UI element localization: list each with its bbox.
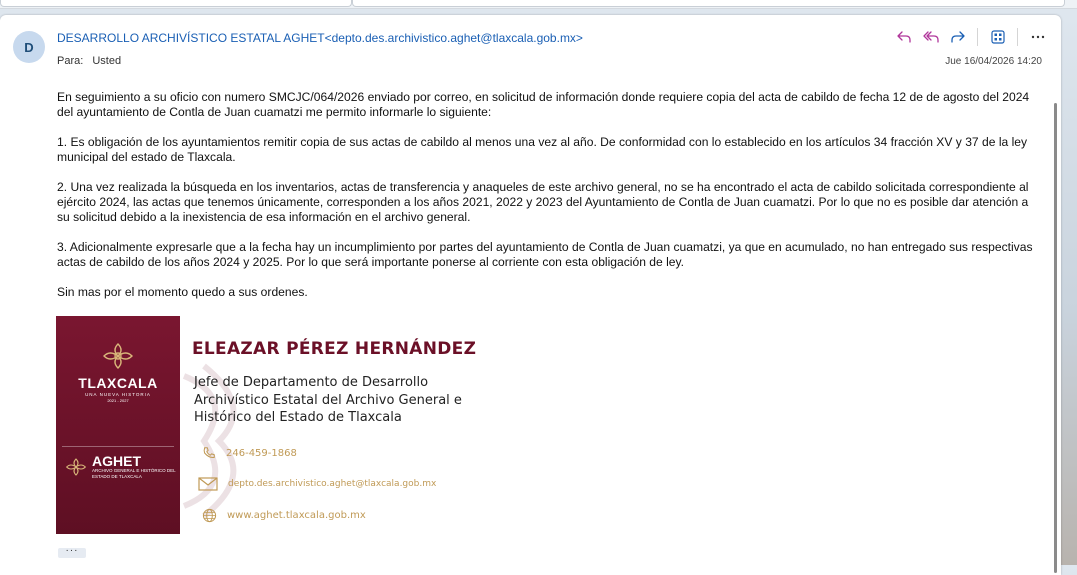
- recipient-row: [57, 55, 121, 67]
- phone-icon: [202, 446, 216, 460]
- aghet-emblem-icon: [64, 456, 88, 478]
- mail-icon: [198, 477, 218, 491]
- message-body: [57, 90, 1039, 315]
- signature-phone-row: [202, 446, 297, 460]
- tlaxcala-emblem-icon: [100, 342, 136, 370]
- org-full: ARCHIVO GENERAL E HISTÓRICO DEL ESTADO DE TLAXCALA: [92, 468, 176, 479]
- scrollbar[interactable]: [1054, 103, 1057, 573]
- reply-all-icon: [923, 29, 939, 45]
- to-value[interactable]: Usted: [92, 55, 122, 67]
- reply-icon: [896, 29, 912, 45]
- reply-all-button[interactable]: [917, 27, 944, 47]
- body-paragraph: 3. Adicionalmente expresarle que a la fecha hay un incumplimiento por partes del ayuntamiento de Contla de Juan cuamatzi, ya que en acumulado, no han entregado sus respectivas actas de cabildo de los años 2024 y 2025. Por lo que será importante ponerse al corriente con esta obligación de ley.: [57, 240, 1033, 269]
- previous-message-tab[interactable]: [0, 0, 352, 7]
- previous-message-tab[interactable]: [352, 0, 1065, 7]
- body-paragraph: En seguimiento a su oficio con numero SMCJC/064/2026 enviado por correo, en solicitud de información donde requiere copia del acta de cabildo de fecha 12 de de agosto del 2024 del ayuntamiento de Contla de Juan cuamatzi me permito informarle lo siguiente:: [57, 90, 1030, 119]
- more-icon: [1030, 29, 1046, 45]
- avatar[interactable]: [13, 31, 45, 63]
- more-actions-button[interactable]: [1024, 27, 1051, 47]
- signature-web-row: [202, 508, 366, 523]
- to-label: Para:: [57, 55, 84, 67]
- card-title: TLAXCALA: [78, 375, 158, 391]
- forward-button[interactable]: [944, 27, 971, 47]
- signature-title: Jefe de Departamento de Desarrollo Archivístico Estatal del Archivo General e Histórico del Estado de Tlaxcala: [194, 375, 462, 425]
- signature-email-row: [198, 477, 436, 491]
- forward-icon: [950, 29, 966, 45]
- email-signature: [56, 316, 556, 534]
- body-paragraph: 2. Una vez realizada la búsqueda en los inventarios, actas de transferencia y anaqueles de este archivo general, no se ha encontrado el acta de cabildo solicitada correspondiente al ejército 2024, las actas que tenemos únicamente, corresponden a los años 2021, 2022 y 2023 del Ayuntamiento de Contla de Juan cuamatzi. Por lo que no es posible dar atención a su solicitud debido a la inexistencia de esa información en el archivo general.: [57, 180, 1029, 224]
- avatar-initial: D: [24, 39, 34, 55]
- signature-logo-card: [56, 316, 180, 534]
- card-divider: [62, 446, 174, 447]
- top-strip: [0, 0, 1077, 9]
- toolbar-divider: [1017, 28, 1018, 46]
- signature-name: ELEAZAR PÉREZ HERNÁNDEZ: [192, 339, 477, 359]
- show-trimmed-content-button[interactable]: ···: [58, 548, 86, 558]
- body-paragraph: 1. Es obligación de los ayuntamientos remitir copia de sus actas de cabildo al menos una vez al año. De conformidad con lo establecido en los artículos 34 fracción XV y 37 de la ley municipal del estado de Tlaxcala.: [57, 135, 1028, 164]
- org-short: AGHET: [92, 453, 141, 469]
- sent-date: Jue 16/04/2026 14:20: [945, 56, 1042, 67]
- signature-website[interactable]: www.aghet.tlaxcala.gob.mx: [227, 510, 366, 521]
- body-paragraph: Sin mas por el momento quedo a sus ordenes.: [57, 285, 308, 299]
- sender-address[interactable]: DESARROLLO ARCHIVÍSTICO ESTATAL AGHET<depto.des.archivistico.aghet@tlaxcala.gob.mx>: [57, 31, 583, 45]
- message-actions: [890, 27, 1051, 47]
- signature-email[interactable]: depto.des.archivistico.aghet@tlaxcala.gob.mx: [228, 479, 437, 489]
- apps-button[interactable]: [984, 27, 1011, 47]
- card-years: 2021 - 2027: [107, 398, 129, 403]
- apps-icon: [990, 29, 1006, 45]
- toolbar-divider: [977, 28, 978, 46]
- reply-button[interactable]: [890, 27, 917, 47]
- card-subtitle: UNA NUEVA HISTORIA: [85, 392, 151, 397]
- signature-phone[interactable]: 246-459-1868: [226, 447, 297, 459]
- globe-icon: [202, 508, 217, 523]
